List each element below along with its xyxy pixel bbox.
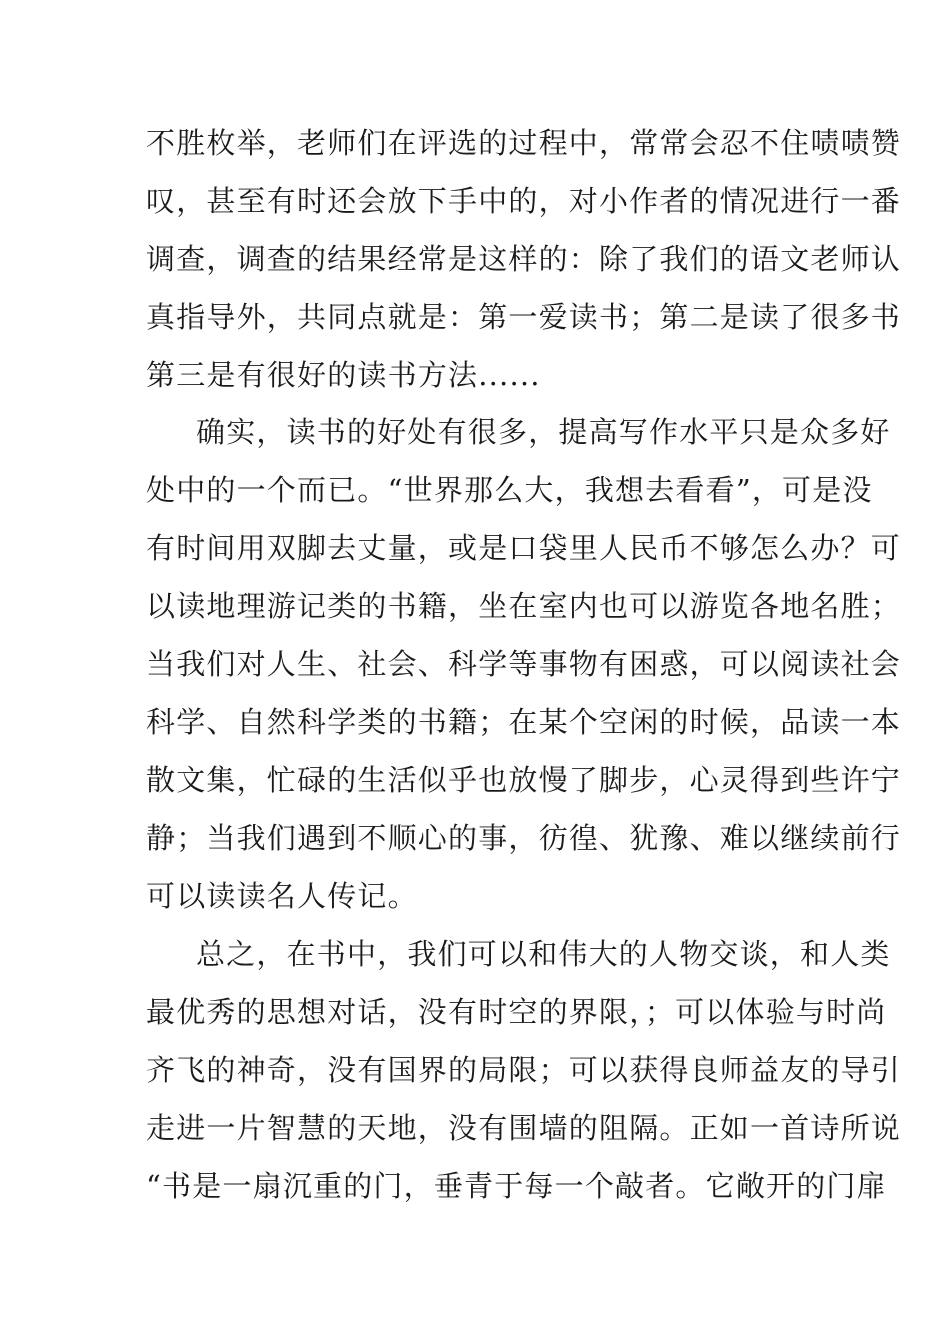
text-line: “书是一扇沉重的门，垂青于每一个敲者。它敞开的门扉	[146, 1169, 887, 1203]
text-line: 处中的一个而已。“世界那么大，我想去看看”，可是没	[146, 473, 873, 507]
text-line: 可以读读名人传记。	[146, 879, 418, 913]
text-line: 有时间用双脚去丈量，或是口袋里人民币不够怎么办？可	[146, 531, 902, 565]
text-line: 以读地理游记类的书籍，坐在室内也可以游览各地名胜；	[146, 589, 902, 623]
text-line: 齐飞的神奇，没有国界的局限；可以获得良师益友的导引	[146, 1053, 902, 1087]
text-line: 静；当我们遇到不顺心的事，彷徨、犹豫、难以继续前行	[146, 821, 902, 855]
text-line: 最优秀的思想对话，没有时空的界限，；可以体验与时尚	[146, 995, 887, 1029]
paragraph-start-line: 确实，读书的好处有很多，提高写作水平只是众多好	[196, 415, 891, 449]
text-line: 不胜枚举，老师们在评选的过程中，常常会忍不住啧啧赞	[146, 126, 902, 160]
text-line: 走进一片智慧的天地，没有围墙的阻隔。正如一首诗所说	[146, 1111, 902, 1145]
text-line: 当我们对人生、社会、科学等事物有困惑，可以阅读社会	[146, 647, 902, 681]
text-line: 调查，调查的结果经常是这样的：除了我们的语文老师认	[146, 242, 902, 276]
text-line: 叹，甚至有时还会放下手中的，对小作者的情况进行一番	[146, 184, 902, 218]
text-line: 散文集，忙碌的生活似乎也放慢了脚步，心灵得到些许宁	[146, 763, 902, 797]
text-line: 科学、自然科学类的书籍；在某个空闲的时候，品读一本	[146, 705, 902, 739]
paragraph-start-line: 总之，在书中，我们可以和伟大的人物交谈，和人类	[196, 937, 891, 971]
text-line: 第三是有很好的读书方法......	[146, 358, 541, 392]
text-line: 真指导外，共同点就是：第一爱读书；第二是读了很多书	[146, 300, 902, 334]
